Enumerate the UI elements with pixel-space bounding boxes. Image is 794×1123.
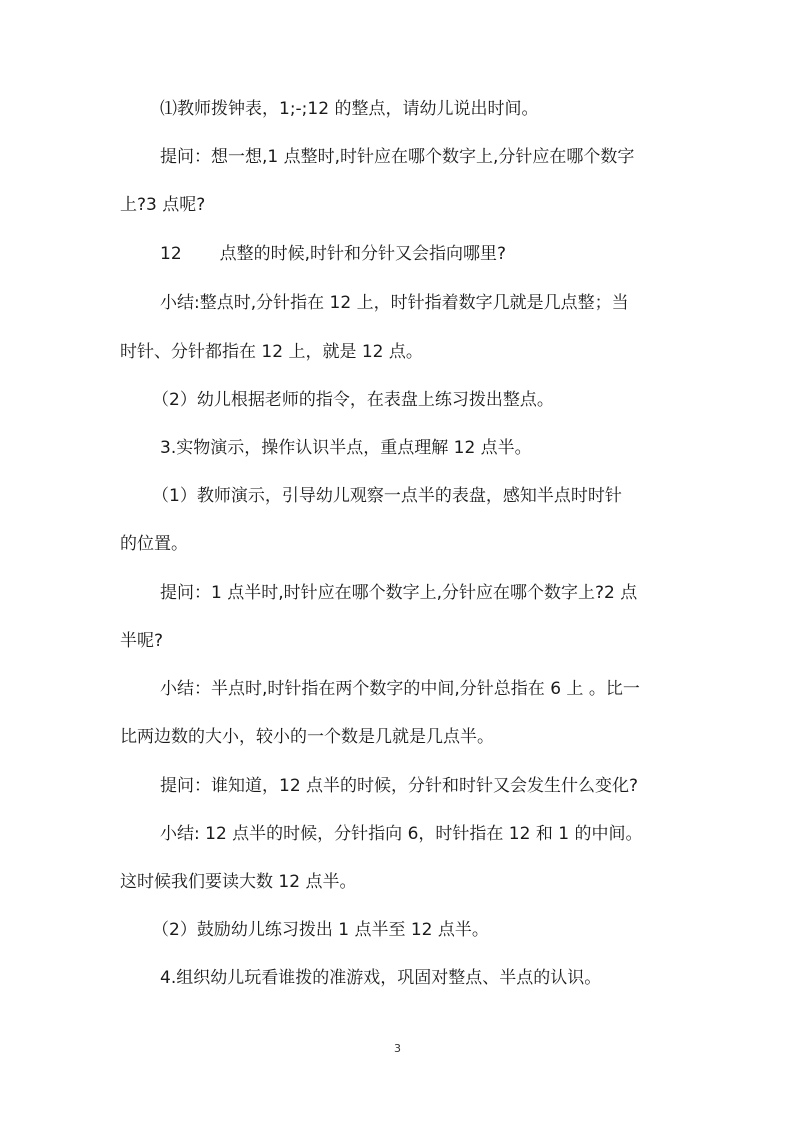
paragraph-line: （1）教师演示，引导幼儿观察一点半的表盘，感知半点时时针 (152, 486, 622, 506)
paragraph-line: 提问：想一想,1 点整时,时针应在哪个数字上,分针应在哪个数字 (160, 147, 635, 167)
paragraph-line: 提问：1 点半时,时针应在哪个数字上,分针应在哪个数字上?2 点 (160, 583, 638, 603)
paragraph-line: 的位置。 (120, 534, 188, 554)
paragraph-line: 这时候我们要读大数 12 点半。 (120, 872, 357, 892)
paragraph-line: 比两边数的大小，较小的一个数是几就是几点半。 (120, 727, 494, 747)
paragraph-line: 小结:整点时,分针指在 12 上，时针指着数字几就是几点整；当 (160, 293, 629, 313)
section-heading: 4.组织幼儿玩看谁拨的准游戏，巩固对整点、半点的认识。 (160, 968, 602, 988)
paragraph-line: 小结: 12 点半的时候，分针指向 6，时针指在 12 和 1 的中间。 (160, 824, 643, 844)
paragraph-line: 上?3 点呢? (120, 195, 206, 215)
section-heading: 3.实物演示，操作认识半点，重点理解 12 点半。 (160, 438, 532, 458)
paragraph-line: 半呢? (120, 631, 164, 651)
paragraph-number: 12 (160, 244, 182, 264)
paragraph-line (160, 243, 506, 265)
paragraph-text: 点整的时候,时针和分针又会指向哪里? (219, 244, 507, 264)
paragraph-line: （2）幼儿根据老师的指令，在表盘上练习拨出整点。 (152, 390, 554, 410)
paragraph-line: 提问：谁知道，12 点半的时候，分针和时针又会发生什么变化? (160, 776, 639, 796)
paragraph-line: 时针、分针都指在 12 上，就是 12 点。 (120, 342, 423, 362)
paragraph-line: 小结：半点时,时针指在两个数字的中间,分针总指在 6 上 。比一 (160, 679, 640, 699)
paragraph-line: （2）鼓励幼儿练习拨出 1 点半至 12 点半。 (152, 920, 489, 940)
page-number: 3 (394, 1042, 401, 1055)
paragraph-line: ⑴教师拨钟表，1;-;12 的整点，请幼儿说出时间。 (160, 99, 539, 119)
